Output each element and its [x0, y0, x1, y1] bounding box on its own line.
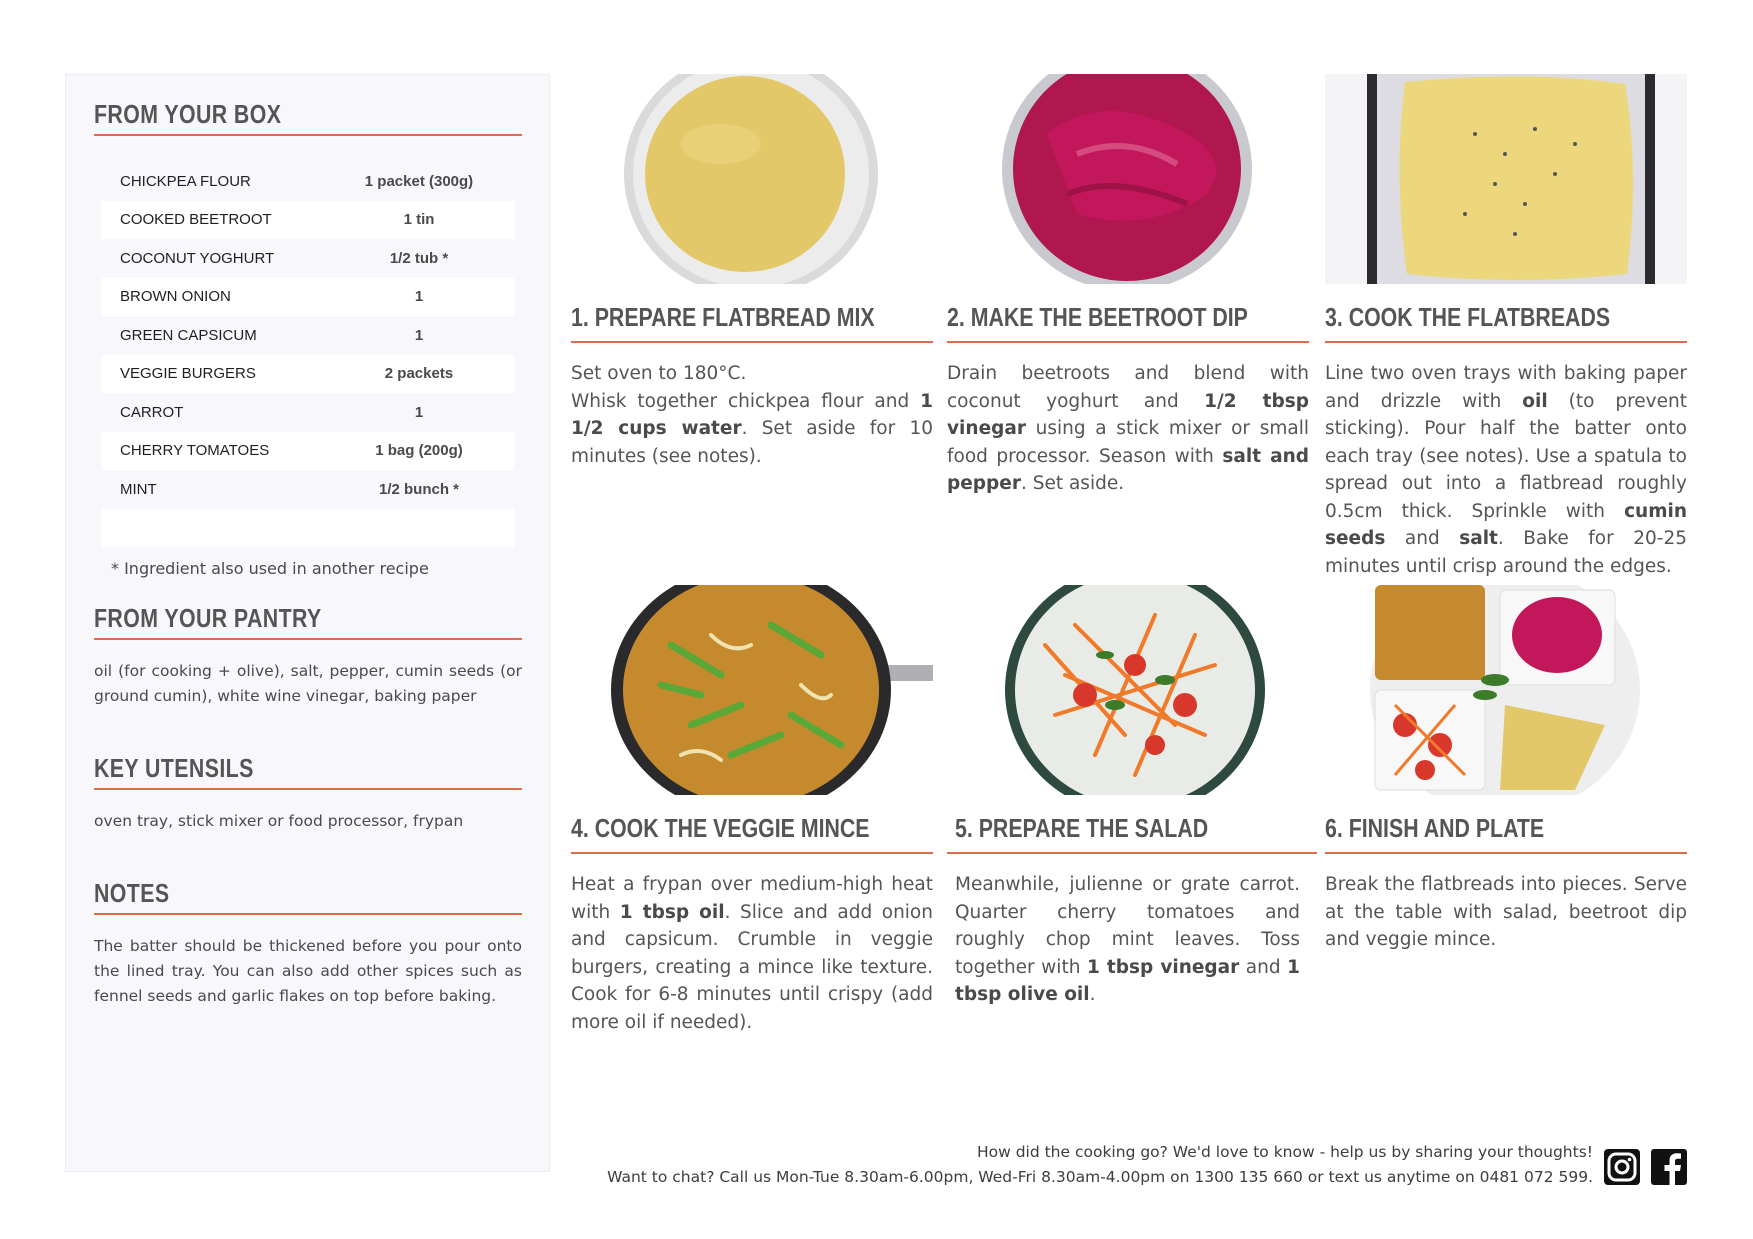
ingredient-name: COOKED BEETROOT [120, 211, 272, 229]
step-2-rule [947, 341, 1309, 343]
step-3-photo [1325, 74, 1687, 284]
step-body-text: using a stick mixer or small food processor. Season with [947, 418, 1309, 467]
step-body-text: Heat a frypan over medium-high heat with [571, 874, 933, 923]
ingredient-name: BROWN ONION [120, 288, 231, 306]
instagram-icon[interactable] [1604, 1149, 1640, 1185]
step-4 [571, 585, 933, 1033]
step-body-text: . Set aside. [1020, 473, 1125, 494]
step-body-bold: 1 tbsp olive oil [955, 956, 1300, 1005]
step-2-title: 2. MAKE THE BEETROOT DIP [947, 302, 1248, 332]
ingredient-name: CHICKPEA FLOUR [120, 172, 251, 190]
step-3-rule [1325, 341, 1687, 343]
step-body-text: . Set aside for 10 minutes (see notes). [571, 418, 933, 467]
step-2 [947, 74, 1309, 494]
ingredient-row [102, 162, 514, 201]
ingredient-row [102, 239, 514, 278]
ingredient-note: * Ingredient also used in another recipe [111, 559, 429, 578]
step-1-body [571, 360, 933, 470]
ingredient-name: GREEN CAPSICUM [120, 326, 257, 344]
step-body-text: Drain beetroots and blend with coconut yoghurt and [947, 363, 1309, 412]
utensils-text: oven tray, stick mixer or food processor, frypan [94, 812, 464, 830]
step-5-photo [955, 585, 1317, 795]
step-1-rule [571, 341, 933, 343]
step-body-bold: cumin seeds [1325, 500, 1687, 549]
ingredient-table [102, 162, 514, 547]
ingredient-row-empty [102, 509, 514, 548]
step-body-bold: salt and pepper [947, 445, 1309, 494]
step-body-text: and [1385, 528, 1460, 549]
ingredient-row [102, 470, 514, 509]
ingredient-row [102, 278, 514, 317]
step-6-body [1325, 871, 1687, 954]
ingredient-name: COCONUT YOGHURT [120, 249, 275, 267]
pantry-text: oil (for cooking + olive), salt, pepper, cumin seeds (or ground cumin), white wine vinegar, baking paper [94, 662, 522, 705]
ingredient-row [102, 316, 514, 355]
ingredient-row [102, 201, 514, 240]
step-body-text: Whisk together chickpea flour and [571, 390, 921, 412]
ingredient-qty: 1 [414, 288, 424, 306]
ingredient-qty: 2 packets [384, 365, 454, 383]
ingredient-name: MINT [120, 480, 157, 498]
step-body-text: . [1089, 984, 1096, 1005]
ingredient-name: CARROT [120, 403, 184, 421]
step-6 [1325, 585, 1687, 950]
step-body-bold: 1 1/2 cups water [571, 390, 933, 439]
ingredient-qty: 1 bag (200g) [375, 442, 463, 460]
step-body-bold: 1 tbsp vinegar [1086, 956, 1240, 978]
from-your-box-heading: FROM YOUR BOX [94, 99, 282, 129]
ingredient-name: CHERRY TOMATOES [120, 442, 270, 460]
ingredients-panel [65, 74, 550, 1172]
footer [607, 1140, 1593, 1190]
step-5 [955, 585, 1317, 1005]
step-5-title: 5. PREPARE THE SALAD [955, 813, 1209, 843]
step-body-bold: oil [1522, 390, 1548, 412]
heading-rule [94, 638, 522, 640]
from-your-pantry-heading: FROM YOUR PANTRY [94, 603, 322, 633]
step-6-title: 6. FINISH AND PLATE [1325, 813, 1545, 843]
ingredient-qty: 1/2 bunch * [378, 480, 460, 498]
heading-rule [94, 788, 522, 790]
notes-heading: NOTES [94, 878, 170, 908]
step-2-body [947, 360, 1309, 498]
step-body-text: Set oven to 180°C. [571, 363, 747, 384]
step-6-photo [1325, 585, 1687, 795]
facebook-icon[interactable] [1651, 1149, 1687, 1185]
step-1-title: 1. PREPARE FLATBREAD MIX [571, 302, 875, 332]
step-body-text: Break the flatbreads into pieces. Serve at the table with salad, beetroot dip and veggie mince. [1325, 874, 1687, 950]
heading-rule [94, 134, 522, 136]
step-3-title: 3. COOK THE FLATBREADS [1325, 302, 1611, 332]
step-body-text: . Bake for 20-25 minutes until crisp around the edges. [1325, 528, 1687, 577]
step-2-photo [947, 74, 1309, 284]
step-3 [1325, 74, 1687, 577]
step-4-title: 4. COOK THE VEGGIE MINCE [571, 813, 870, 843]
heading-rule [94, 913, 522, 915]
ingredient-row [102, 393, 514, 432]
step-5-body [955, 871, 1300, 1009]
ingredient-qty: 1 [414, 403, 424, 421]
notes-text: The batter should be thickened before you pour onto the lined tray. You can also add other spices such as fennel seeds and garlic flakes on top before baking. [94, 937, 522, 1005]
step-1 [571, 74, 933, 467]
step-5-rule [947, 852, 1317, 854]
step-4-body [571, 871, 933, 1036]
footer-contact-line: Want to chat? Call us Mon-Tue 8.30am-6.00pm, Wed-Fri 8.30am-4.00pm on 1300 135 660 or text us anytime on 0481 072 599. [607, 1168, 1593, 1186]
footer-feedback-line: How did the cooking go? We'd love to know - help us by sharing your thoughts! [976, 1143, 1593, 1161]
ingredient-row [102, 432, 514, 471]
step-1-photo [571, 74, 933, 284]
step-body-text: Line two oven trays with baking paper and drizzle with [1325, 363, 1687, 412]
step-body-text: and [1239, 956, 1288, 978]
step-body-text: . Slice and add onion and capsicum. Crumble in veggie burgers, creating a mince like texture. Cook for 6-8 minutes until crispy (add more oil if needed). [571, 901, 933, 1033]
step-3-body [1325, 360, 1687, 580]
ingredient-qty: 1 tin [403, 211, 435, 229]
ingredient-qty: 1 packet (300g) [364, 172, 474, 190]
step-4-photo [571, 585, 933, 795]
step-body-text: (to prevent sticking). Pour half the batter onto each tray (see notes). Use a spatula to spread out into a flatbread roughly 0.5cm thick. Sprinkle with [1325, 390, 1687, 522]
ingredient-name: VEGGIE BURGERS [120, 365, 256, 383]
step-4-rule [571, 852, 933, 854]
step-body-bold: 1 tbsp oil [619, 901, 725, 923]
step-6-rule [1325, 852, 1687, 854]
ingredient-qty: 1/2 tub * [389, 249, 449, 267]
step-body-bold: 1/2 tbsp vinegar [947, 390, 1309, 439]
step-body-bold: salt [1459, 528, 1498, 549]
key-utensils-heading: KEY UTENSILS [94, 753, 254, 783]
ingredient-qty: 1 [414, 326, 424, 344]
ingredient-row [102, 355, 514, 394]
step-body-text: Meanwhile, julienne or grate carrot. Quarter cherry tomatoes and roughly chop mint leaves. Toss together with [955, 874, 1300, 978]
